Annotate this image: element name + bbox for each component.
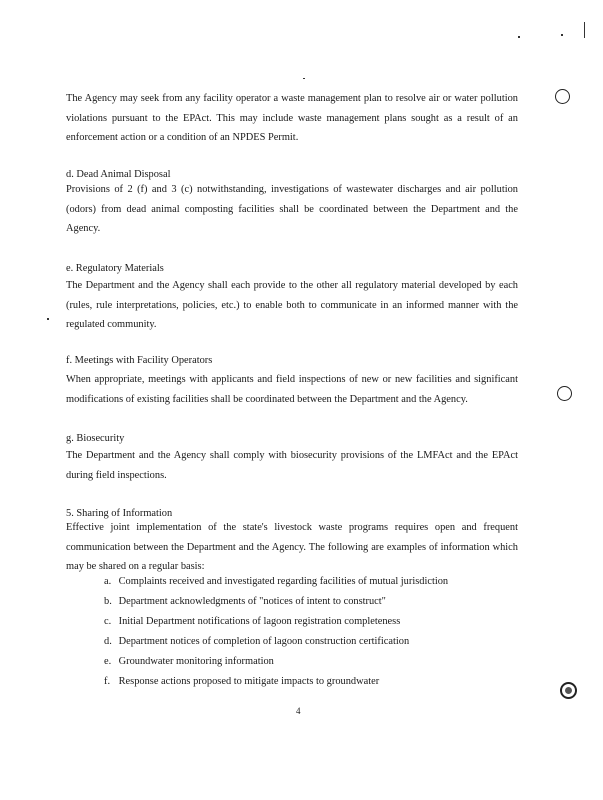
scan-speck: [303, 78, 305, 79]
punch-hole-icon: [555, 89, 570, 104]
scan-speck: [47, 318, 49, 320]
list-item-label: d.: [104, 636, 112, 647]
list-item-label: a.: [104, 576, 112, 587]
list-item-text: Complaints received and investigated regarding facilities of mutual jurisdiction: [118, 576, 449, 587]
section-d-paragraph: [66, 180, 518, 239]
section-5-heading: 5. Sharing of Information: [66, 508, 173, 519]
list-item: [104, 576, 448, 587]
text-line: Effective joint implementation of the state's livestock waste programs requires open and frequent: [66, 522, 518, 533]
list-item-label: f.: [104, 676, 111, 687]
text-line: The Department and the Agency shall each provide to the other all regulatory material developed by each: [66, 280, 518, 291]
section-d-heading: d. Dead Animal Disposal: [66, 169, 171, 180]
text-line: modifications of existing facilities shall be coordinated between the Department and the Agency.: [66, 393, 468, 405]
punch-hole-icon: [557, 386, 572, 401]
section-g-paragraph: [66, 446, 518, 485]
section-5-paragraph: [66, 518, 518, 577]
list-item: [104, 616, 400, 627]
list-item-label: b.: [104, 596, 112, 607]
list-item: [104, 636, 409, 647]
text-line: (odors) from dead animal composting facilities shall be coordinated between the Department and the: [66, 203, 518, 215]
text-line: regulated community.: [66, 319, 157, 330]
list-item-text: Department notices of completion of lagoon construction certification: [118, 636, 410, 647]
text-line: The Department and the Agency shall comply with biosecurity provisions of the LMFAct and the EPAct: [66, 450, 518, 461]
list-item-text: Response actions proposed to mitigate impacts to groundwater: [118, 676, 380, 687]
page-number: 4: [296, 706, 301, 716]
text-line: Agency.: [66, 223, 101, 234]
text-line: Provisions of 2 (f) and 3 (c) notwithstanding, investigations of wastewater discharges and air pollution: [66, 184, 518, 195]
list-item-text: Initial Department notifications of lagoon registration completeness: [118, 616, 401, 627]
list-item-label: e.: [104, 656, 112, 667]
text-line: communication between the Department and the Agency. The following are examples of information which: [66, 541, 518, 553]
text-line: enforcement action or a condition of an NPDES Permit.: [66, 132, 299, 143]
scan-speck: [584, 22, 585, 38]
section-e-heading: e. Regulatory Materials: [66, 263, 164, 274]
list-item-label: c.: [104, 616, 112, 627]
list-item: [104, 596, 386, 607]
list-item: [104, 656, 274, 667]
text-line: may be shared on a regular basis:: [66, 561, 205, 572]
list-item-text: Department acknowledgments of "notices of intent to construct": [118, 596, 386, 607]
text-line: The Agency may seek from any facility operator a waste management plan to resolve air or water pollution: [66, 93, 518, 104]
section-e-paragraph: [66, 276, 518, 335]
text-line: during field inspections.: [66, 469, 167, 481]
text-line: violations pursuant to the EPAct. This may include waste management plans sought as a result of an: [66, 112, 518, 124]
section-f-heading: f. Meetings with Facility Operators: [66, 355, 213, 366]
list-item: [104, 676, 379, 687]
list-item-text: Groundwater monitoring information: [118, 656, 274, 667]
intro-paragraph: [66, 89, 518, 148]
scan-speck: [518, 36, 520, 38]
section-g-heading: g. Biosecurity: [66, 433, 125, 444]
section-f-paragraph: [66, 370, 518, 409]
text-line: (rules, rule interpretations, policies, etc.) to enable both to communicate in an informed manner with the: [66, 299, 518, 311]
text-line: When appropriate, meetings with applicants and field inspections of new or new facilities and significant: [66, 374, 518, 385]
scan-speck: [561, 34, 563, 36]
punch-hole-icon: [560, 682, 577, 699]
